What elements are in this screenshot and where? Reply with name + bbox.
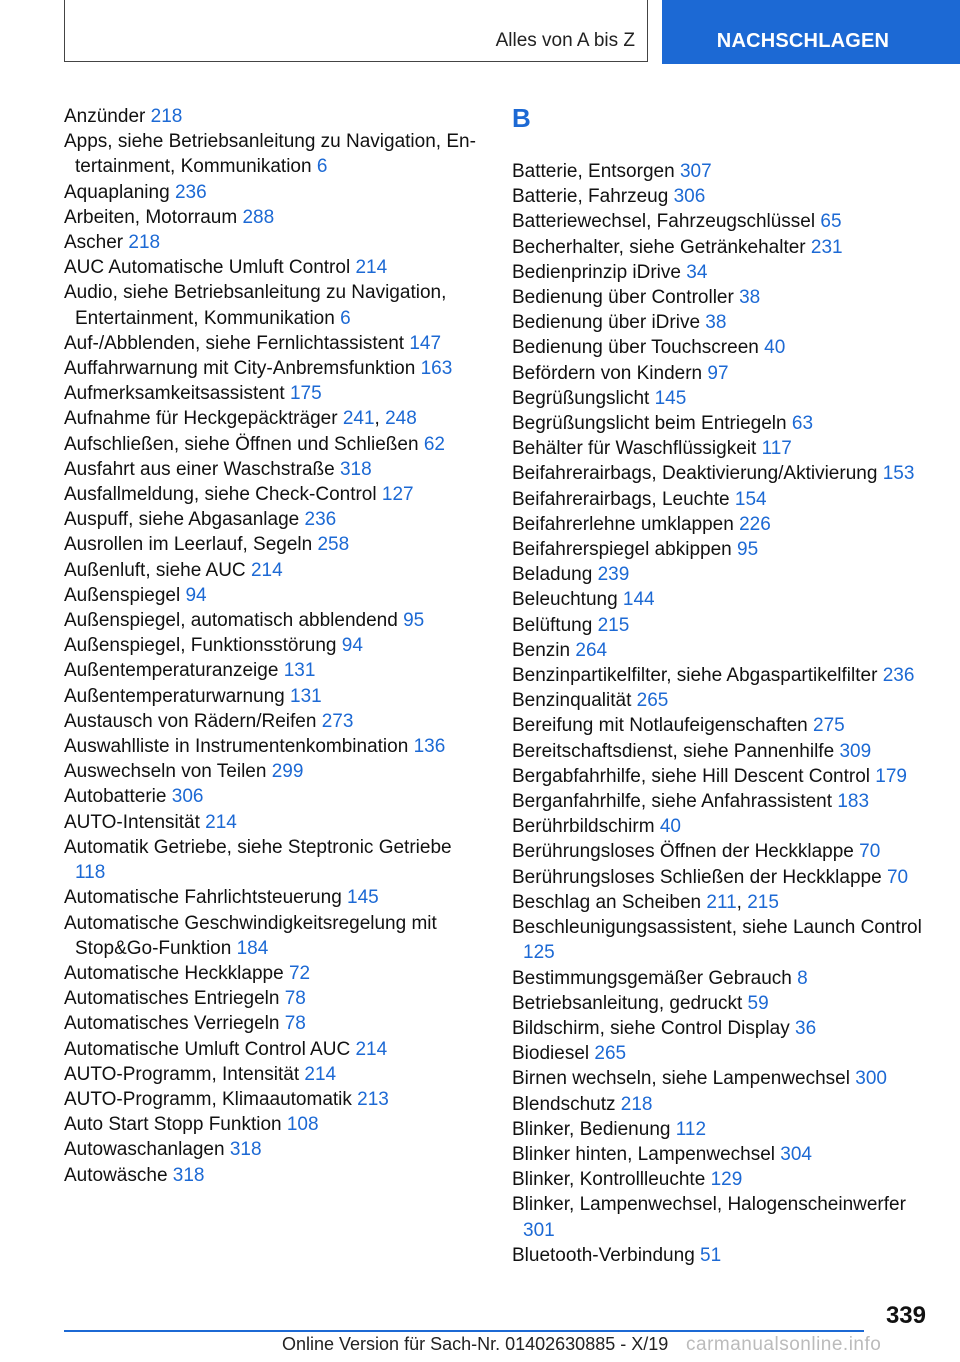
page-link[interactable]: 213 [357,1088,389,1110]
index-entry [64,507,484,532]
index-entry [64,1062,484,1087]
index-term: Bedienprinzip iDrive [512,261,687,283]
page-link[interactable]: 145 [347,887,379,909]
page-link[interactable]: 131 [290,685,322,707]
index-term: Bedienung über Touchscreen [512,337,765,359]
index-entry: Aufnahme für Heckgepäckträger 241, 248 [64,408,417,430]
page-link[interactable]: 127 [381,484,414,506]
index-entry [64,331,484,356]
index-term: Bedienung über Controller [512,287,740,309]
page-link[interactable]: 175 [289,383,322,405]
index-term: Auswechseln von Teilen [64,761,272,783]
page-link[interactable]: 6 [316,156,328,178]
index-entry [512,537,932,562]
index-column-right [512,104,932,1268]
index-term: Belüftung [512,614,598,636]
page-link[interactable]: 95 [403,610,425,632]
index-entry [512,764,932,789]
page-link[interactable]: 309 [839,740,872,762]
page-link[interactable]: 153 [882,463,915,485]
index-term: Begrüßungslicht beim Entriegeln [512,413,792,435]
index-term: Ausfallmeldung, siehe Check-Control [64,484,382,506]
index-entry [64,205,484,230]
index-term: Berührbildschirm [512,816,660,838]
page-link[interactable]: 306 [673,186,706,208]
index-term: Blendschutz [512,1093,621,1115]
index-entry [512,184,932,209]
index-term: Außenluft, siehe AUC [64,559,251,581]
index-term: Ausrollen im Leerlauf, Segeln [64,534,318,556]
index-term: Blinker, Kontrollleuchte [512,1169,711,1191]
index-entry [64,633,484,658]
index-term: Befördern von Kindern [512,362,708,384]
page-link[interactable]: 300 [855,1068,887,1090]
index-term: Beifahrerspiegel abkippen [512,539,737,561]
watermark: carmanualsonline.info [686,1334,882,1355]
page-link[interactable]: 118 [75,862,106,884]
index-term: Biodiesel [512,1043,595,1065]
index-term: Bildschirm, siehe Control Display [512,1017,795,1039]
index-entry [64,986,484,1011]
index-entry [64,558,484,583]
index-term: Automatische Heckklappe [64,962,289,984]
index-term: Apps, siehe Betriebsanleitung zu Navigation, Entertainment, Kommunikation [64,131,476,178]
index-term: Ascher [64,232,129,254]
index-term: Aufschließen, siehe Öffnen und Schließen [64,433,424,455]
page-link[interactable]: 108 [286,1114,319,1136]
index-entry [64,759,484,784]
index-term: Bestimmungsgemäßer Gebrauch [512,967,798,989]
page-link[interactable]: 248 [385,408,417,430]
page-link[interactable]: 306 [171,786,204,808]
index-term: AUTO-Programm, Intensität [64,1063,305,1085]
page-link[interactable]: 36 [795,1017,817,1039]
page-link[interactable]: 215 [597,614,630,636]
index-term: Begrüßungslicht [512,387,655,409]
page-link[interactable]: 65 [820,211,842,233]
index-term: Auffahrwarnung mit City-Anbremsfunktion [64,358,421,380]
page-link[interactable]: 214 [355,1038,388,1060]
index-entry [64,255,484,280]
index-term: Blinker, Bedienung [512,1118,676,1140]
index-entry [512,713,932,738]
index-term: Batteriewechsel, Fahrzeugschlüssel [512,211,821,233]
index-entry [512,209,932,234]
index-entry [64,885,484,910]
index-entry [64,1037,484,1062]
page-link[interactable]: 78 [284,1013,306,1035]
index-term: Austausch von Rädern/Reifen [64,710,322,732]
index-term: Becherhalter, siehe Getränkehalter [512,236,811,258]
page-link[interactable]: 94 [341,635,363,657]
index-entry [64,1087,484,1112]
page-link[interactable]: 304 [780,1143,812,1165]
index-entry [64,356,484,381]
page-link[interactable]: 239 [597,564,630,586]
index-entry [512,587,932,612]
page-link[interactable]: 59 [747,992,769,1014]
index-entry [64,482,484,507]
index-term: Aufnahme für Heckgepäckträger [64,408,343,430]
index-entry [512,1016,932,1041]
index-term: Aquaplaning [64,181,175,203]
page-link[interactable]: 214 [250,559,283,581]
index-entry [512,739,932,764]
page-link[interactable]: 218 [128,232,161,254]
index-term: Auf-/Abblenden, siehe Fernlichtassistent [64,332,410,354]
index-term: Außenspiegel, Funktionsstörung [64,635,342,657]
index-term: Beschlag an Scheiben [512,891,707,913]
index-entry [64,129,484,179]
index-term: Bergabfahrhilfe, siehe Hill Descent Control [512,765,876,787]
index-term: AUTO-Intensität [64,811,206,833]
page-header [64,0,960,64]
index-entry [64,432,484,457]
page-link[interactable]: 63 [791,413,814,435]
page-link[interactable]: 179 [875,765,907,787]
index-term: Außenspiegel [64,584,186,606]
index-entry [64,734,484,759]
index-term: Autowäsche [64,1164,173,1186]
index-entry [64,1163,484,1188]
page-link[interactable]: 38 [739,287,761,309]
page-link[interactable]: 97 [707,362,729,384]
index-entry [64,180,484,205]
index-term: Blinker, Lampenwechsel, Halogenscheinwerfer [512,1194,906,1216]
index-entry [512,285,932,310]
page-link[interactable]: 154 [734,488,767,510]
page-link[interactable]: 241 [342,408,375,430]
section-title: Alles von A bis Z [495,30,635,51]
index-entry [512,1092,932,1117]
index-term: Berührungsloses Schließen der Heckklappe [512,866,887,888]
index-entry [512,613,932,638]
page-link[interactable]: 215 [747,891,779,913]
index-term: Arbeiten, Motorraum [64,206,243,228]
index-column-left [64,104,484,1188]
page-link[interactable]: 78 [284,988,306,1010]
page-link[interactable]: 117 [761,438,792,460]
page-link[interactable]: 129 [710,1169,743,1191]
index-term: Bedienung über iDrive [512,312,706,334]
index-term: Auswahlliste in Instrumentenkombination [64,736,414,758]
footer-divider [64,1330,864,1332]
index-entry [512,310,932,335]
index-term: Bereitschaftsdienst, siehe Pannenhilfe [512,740,840,762]
index-entry [512,260,932,285]
index-entry [512,839,932,864]
page-link[interactable]: 70 [886,866,909,888]
index-term: Blinker hinten, Lampenwechsel [512,1143,781,1165]
section-tab [64,0,648,62]
index-entry [64,1011,484,1036]
index-entry [512,436,932,461]
index-entry [64,684,484,709]
index-entry [64,784,484,809]
index-entry [512,865,932,890]
index-term: Benzinqualität [512,690,637,712]
page-link[interactable]: 318 [229,1139,262,1161]
index-entry [64,835,484,885]
index-entry [512,1192,932,1242]
index-entry [512,1167,932,1192]
page-link[interactable]: 62 [423,433,445,455]
index-term: Beschleunigungsassistent, siehe Launch Control [512,917,922,939]
index-term: Auto Start Stopp Funktion [64,1114,287,1136]
index-term: Autobatterie [64,786,172,808]
index-entry [512,159,932,184]
page-link[interactable]: 163 [420,358,453,380]
index-entry [512,512,932,537]
index-entry [512,361,932,386]
index-term: Auspuff, siehe Abgasanlage [64,509,305,531]
index-entry [512,562,932,587]
index-entry [64,810,484,835]
page-link[interactable]: 51 [700,1244,722,1266]
index-term: Audio, siehe Betriebsanleitung zu Navigation, Entertainment, Kommunikation [64,282,447,329]
index-entry [512,814,932,839]
index-term: Batterie, Entsorgen [512,161,680,182]
index-term: Bluetooth-Verbindung [512,1244,701,1266]
index-term: Außenspiegel, automatisch abblendend [64,610,404,632]
index-entry [512,1142,932,1167]
page-link[interactable]: 214 [355,257,388,279]
page-link[interactable]: 226 [739,513,771,535]
index-entry [512,487,932,512]
page-link[interactable]: 265 [594,1043,627,1065]
index-entry [512,235,932,260]
page-link[interactable]: 183 [837,791,870,813]
page-link[interactable]: 218 [150,106,183,127]
index-term: Autowaschanlagen [64,1139,230,1161]
page-link[interactable]: 231 [810,236,843,258]
index-entry [64,608,484,633]
index-entry [64,961,484,986]
page-link[interactable]: 258 [317,534,350,556]
category-tab [662,0,960,64]
index-term: Beladung [512,564,598,586]
page-link[interactable]: 147 [409,332,442,354]
page-link[interactable]: 307 [679,161,712,182]
index-term: Berührungsloses Öffnen der Heckklappe [512,841,860,863]
index-term: Benzinpartikelfilter, siehe Abgaspartikelfilter [512,665,883,687]
index-term: Berganfahrhilfe, siehe Anfahrassistent [512,791,838,813]
index-term: Automatische Geschwindigkeitsregelung mit Stop&Go-Funktion [64,912,437,959]
index-entry [512,411,932,436]
index-term: Automatische Umluft Control AUC [64,1038,356,1060]
page-link[interactable]: 318 [339,458,372,480]
index-term: Aufmerksamkeitsassistent [64,383,290,405]
index-entry [64,1112,484,1137]
page-link[interactable]: 275 [813,715,845,737]
category-title: NACHSCHLAGEN [716,30,890,52]
index-entry [512,1117,932,1142]
index-entry: Beschlag an Scheiben 211, 215 [512,891,779,913]
index-entry [64,104,484,129]
index-term: Beifahrerairbags, Deaktivierung/Aktivierung [512,463,883,485]
page-link[interactable]: 184 [236,937,269,959]
index-entry [64,709,484,734]
page-link[interactable]: 34 [686,261,708,283]
page-link[interactable]: 145 [654,387,687,409]
index-entry [512,688,932,713]
page-link[interactable]: 38 [705,312,727,334]
index-entry [512,991,932,1016]
index-term: Behälter für Waschflüssigkeit [512,438,762,460]
page-link[interactable]: 318 [172,1164,205,1186]
index-entry [64,381,484,406]
index-entry [512,461,932,486]
index-term: Birnen wechseln, siehe Lampenwechsel [512,1068,856,1090]
index-entry [512,638,932,663]
index-term: Automatisches Entriegeln [64,988,285,1010]
index-entry [64,280,484,330]
index-entry [64,911,484,961]
index-term: Batterie, Fahrzeug [512,186,674,208]
page-link[interactable]: 265 [636,690,669,712]
index-entry [64,583,484,608]
page-link[interactable]: 131 [283,660,316,682]
page-link[interactable]: 236 [882,665,915,687]
page-link[interactable]: 70 [859,841,881,863]
index-term: Automatik Getriebe, siehe Steptronic Getriebe [64,836,452,858]
index-term: AUC Automatische Umluft Control [64,257,356,279]
page-link[interactable]: 288 [242,206,275,228]
index-term: Beleuchtung [512,589,623,611]
page-link[interactable]: 6 [340,307,351,329]
page-link[interactable]: 236 [304,509,337,531]
index-term: AUTO-Programm, Klimaautomatik [64,1088,358,1110]
index-entry [512,386,932,411]
index-term: Ausfahrt aus einer Waschstraße [64,458,340,480]
index-letter-heading: B [512,103,531,133]
page-link[interactable]: 218 [620,1093,653,1115]
page-link[interactable]: 214 [304,1063,337,1085]
index-entry [64,532,484,557]
index-term: Beifahrerlehne umklappen [512,513,740,535]
index-entry [64,230,484,255]
page-link[interactable]: 264 [575,639,608,661]
index-entry [512,915,932,965]
page-link[interactable]: 72 [288,962,311,984]
index-entry [512,789,932,814]
index-term: Außentemperaturwarnung [64,685,291,707]
index-term: Automatische Fahrlichtsteuerung [64,887,348,909]
page-link[interactable]: 144 [622,589,655,611]
index-term: Beifahrerairbags, Leuchte [512,488,735,510]
page-link[interactable]: 125 [523,942,555,964]
index-entry [64,1137,484,1162]
page-link[interactable]: 112 [675,1118,707,1140]
page-link[interactable]: 95 [737,539,759,561]
index-entry [64,658,484,683]
page-link[interactable]: 40 [764,337,786,359]
page-link[interactable]: 136 [413,736,446,758]
page-number: 339 [885,1302,926,1329]
index-term: Anzünder [64,106,151,127]
index-entry [512,663,932,688]
index-term: Außentemperaturanzeige [64,660,284,682]
index-entry [512,1041,932,1066]
page-link[interactable]: 94 [185,584,207,606]
index-entry [64,457,484,482]
index-entry [512,335,932,360]
index-entry [512,1243,932,1268]
page-link[interactable]: 40 [659,816,681,838]
footer-text: Online Version für Sach-Nr. 01402630885 - X/19 [282,1334,669,1354]
page-link[interactable]: 236 [174,181,207,203]
page-link[interactable]: 211 [706,891,737,913]
page-link[interactable]: 299 [271,761,304,783]
page-link[interactable]: 301 [523,1219,555,1241]
page-link[interactable]: 8 [797,967,808,989]
index-term: Benzin [512,639,576,661]
index-entry [512,966,932,991]
page-link[interactable]: 214 [205,811,237,833]
index-entry [512,1066,932,1091]
index-term: Bereifung mit Notlaufeigenschaften [512,715,814,737]
index-term: Betriebsanleitung, gedruckt [512,992,748,1014]
index-term: Automatisches Verriegeln [64,1013,285,1035]
page-link[interactable]: 273 [321,710,354,732]
